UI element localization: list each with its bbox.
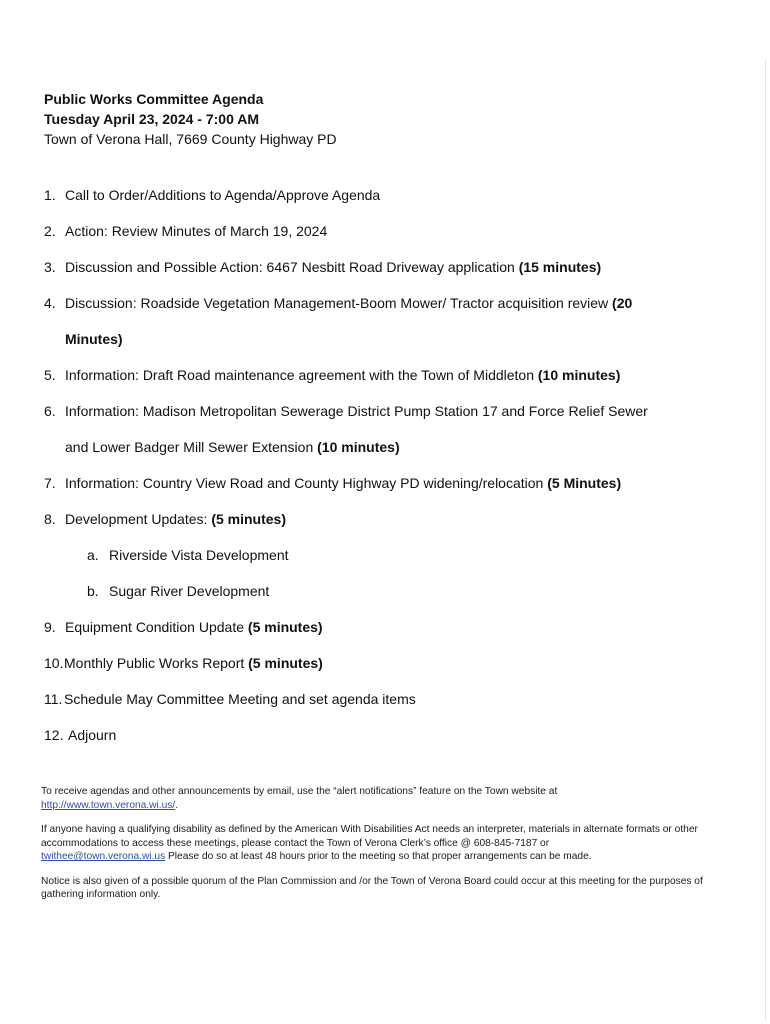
item-duration: (5 minutes) <box>248 655 323 671</box>
item-text: Action: Review Minutes of March 19, 2024 <box>65 223 328 239</box>
item-text: Adjourn <box>68 727 117 743</box>
item-duration: (10 minutes) <box>317 439 400 455</box>
item-text: Equipment Condition Update <box>65 619 248 635</box>
agenda-item-4 <box>44 293 632 313</box>
item-duration: (20 <box>612 295 633 311</box>
item-duration: (15 minutes) <box>518 259 602 275</box>
agenda-item-6 <box>44 401 648 421</box>
agenda-subitem-8b <box>87 581 269 601</box>
item-number: 1. <box>44 187 56 203</box>
item-duration: (5 minutes) <box>247 619 323 635</box>
agenda-item-11 <box>44 689 416 709</box>
item-duration-continued: Minutes) <box>65 331 123 347</box>
agenda-item-5 <box>44 365 620 385</box>
item-number: 11. <box>44 691 63 707</box>
agenda-item-4-continued <box>65 329 123 349</box>
agenda-item-8 <box>44 509 286 529</box>
item-text: Discussion: Roadside Vegetation Management-Boom Mower/ Tractor acquisition review <box>65 295 613 311</box>
meeting-location: Town of Verona Hall, 7669 County Highway PD <box>44 131 337 147</box>
footer-email-text: To receive agendas and other announcements by email, use the “alert notifications” feature on the Town website at <box>41 786 558 797</box>
meeting-datetime: Tuesday April 23, 2024 - 7:00 AM <box>44 111 260 127</box>
item-number: 8. <box>44 511 56 527</box>
agenda-item-9 <box>44 617 323 637</box>
agenda-footer <box>41 785 731 913</box>
item-number: 7. <box>44 475 56 491</box>
footer-quorum-notice: Notice is also given of a possible quorum of the Plan Commission and /or the Town of Verona Board could occur at this meeting for the purposes of gathering information only. <box>41 875 703 900</box>
item-number: 6. <box>44 403 56 419</box>
footer-disability-text: If anyone having a qualifying disability as defined by the American With Disabilities Act needs an interpreter, materials in alternate formats or other accommodations to access these meetings, please contact the Town of Verona Clerk’s office @ 608-845-7187 or <box>41 824 698 849</box>
subitem-text: Riverside Vista Development <box>109 547 289 563</box>
agenda-header <box>44 89 724 149</box>
agenda-title: Public Works Committee Agenda <box>44 91 264 107</box>
item-number: 9. <box>44 619 56 635</box>
agenda-item-12 <box>44 725 116 745</box>
item-text: Schedule May Committee Meeting and set agenda items <box>64 691 416 707</box>
item-duration: (5 minutes) <box>211 511 286 527</box>
clerk-email-link[interactable]: twithee@town.verona.wi.us <box>41 851 166 862</box>
agenda-subitem-8a <box>87 545 289 565</box>
item-text: Development Updates: <box>65 511 212 527</box>
subitem-letter: a. <box>87 547 99 563</box>
town-website-link[interactable]: http://www.town.verona.wi.us/ <box>41 799 176 811</box>
item-text-continued: and Lower Badger Mill Sewer Extension <box>65 439 318 455</box>
item-number: 5. <box>44 367 56 383</box>
item-text: Discussion and Possible Action: 6467 Nesbitt Road Driveway application <box>65 259 519 275</box>
item-text: Information: Draft Road maintenance agreement with the Town of Middleton <box>65 367 538 383</box>
item-text: Call to Order/Additions to Agenda/Approve Agenda <box>65 187 381 203</box>
item-number: 3. <box>44 259 56 275</box>
scan-edge-line <box>765 60 766 1020</box>
agenda-item-6-continued <box>65 437 400 457</box>
subitem-letter: b. <box>87 583 99 599</box>
agenda-item-1 <box>44 185 380 205</box>
item-text: Information: Madison Metropolitan Sewerage District Pump Station 17 and Force Relief Sewer <box>65 403 648 419</box>
subitem-text: Sugar River Development <box>109 583 270 599</box>
item-duration: (5 Minutes) <box>547 475 622 491</box>
item-number: 2. <box>44 223 56 239</box>
item-number: 10. <box>44 655 64 671</box>
agenda-item-10 <box>44 653 323 673</box>
item-number: 4. <box>44 295 56 311</box>
agenda-item-3 <box>44 257 601 277</box>
item-text: Information: Country View Road and County Highway PD widening/relocation <box>65 475 548 491</box>
item-duration: (10 minutes) <box>537 367 621 383</box>
item-number: 12. <box>44 727 64 743</box>
footer-disability-end: Please do so at least 48 hours prior to the meeting so that proper arrangements can be made. <box>165 851 592 862</box>
footer-disability-notice <box>41 823 731 864</box>
footer-email-end: . <box>175 799 179 811</box>
item-text: Monthly Public Works Report <box>64 655 249 671</box>
agenda-item-7 <box>44 473 621 493</box>
agenda-item-2 <box>44 221 327 241</box>
footer-email-notice <box>41 785 731 812</box>
